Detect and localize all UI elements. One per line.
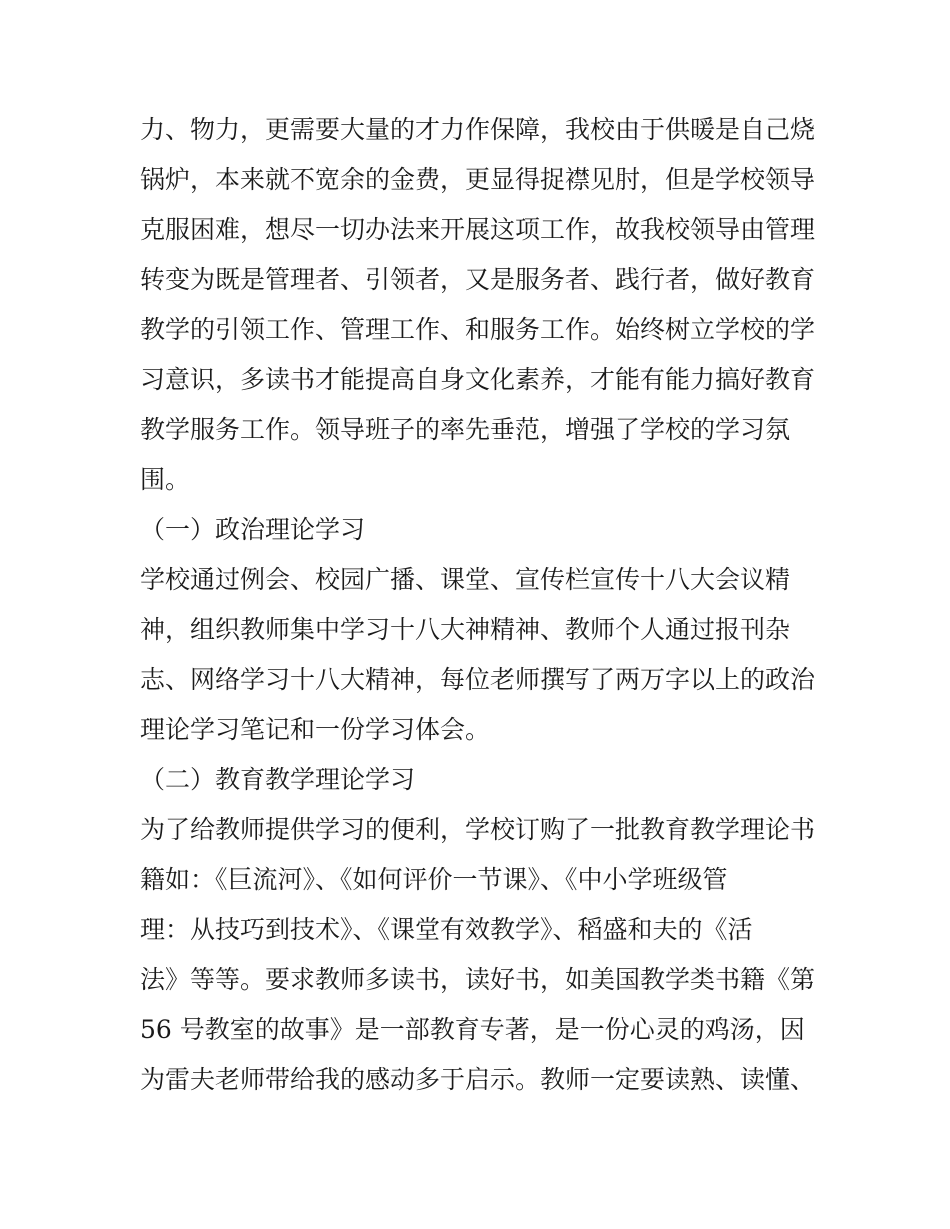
- paragraph-line: 神，组织教师集中学习十八大神精神、教师个人通过报刊杂: [140, 615, 791, 644]
- paragraph-line: 锅炉，本来就不宽余的金费，更显得捉襟见肘，但是学校领导: [140, 165, 816, 194]
- paragraph-line: 为了给教师提供学习的便利，学校订购了一批教育教学理论书: [140, 815, 816, 844]
- section-heading-politics: （一）政治理论学习: [140, 515, 366, 544]
- paragraph-line: 转变为既是管理者、引领者，又是服务者、践行者，做好教育: [140, 265, 816, 294]
- paragraph-line: 克服困难，想尽一切办法来开展这项工作，故我校领导由管理: [140, 215, 816, 244]
- paragraph-line: 学校通过例会、校园广播、课堂、宣传栏宣传十八大会议精: [140, 565, 791, 594]
- paragraph-line: 法》等等。要求教师多读书，读好书，如美国教学类书籍《第: [140, 965, 816, 994]
- paragraph-line: 习意识，多读书才能提高自身文化素养，才能有能力搞好教育: [140, 365, 816, 394]
- paragraph-line: 理：从技巧到技术》、《课堂有效教学》、稻盛和夫的《活: [140, 915, 753, 944]
- paragraph-line: 志、网络学习十八大精神，每位老师撰写了两万字以上的政治: [140, 665, 816, 694]
- section-heading-education: （二）教育教学理论学习: [140, 765, 416, 794]
- paragraph-line: 为雷夫老师带给我的感动多于启示。教师一定要读熟、读懂、: [140, 1065, 816, 1094]
- paragraph-line: 56 号教室的故事》是一部教育专著，是一份心灵的鸡汤，因: [140, 1015, 805, 1044]
- paragraph-line: 围。: [140, 465, 191, 494]
- paragraph-line: 理论学习笔记和一份学习体会。: [140, 715, 491, 744]
- paragraph-line: 教学的引领工作、管理工作、和服务工作。始终树立学校的学: [140, 315, 816, 344]
- paragraph-line: 籍如：《巨流河》、《如何评价一节课》、《中小学班级管: [140, 865, 728, 894]
- paragraph-line: 力、物力，更需要大量的才力作保障，我校由于供暖是自己烧: [140, 115, 816, 144]
- paragraph-line: 教学服务工作。领导班子的率先垂范，增强了学校的学习氛: [140, 415, 791, 444]
